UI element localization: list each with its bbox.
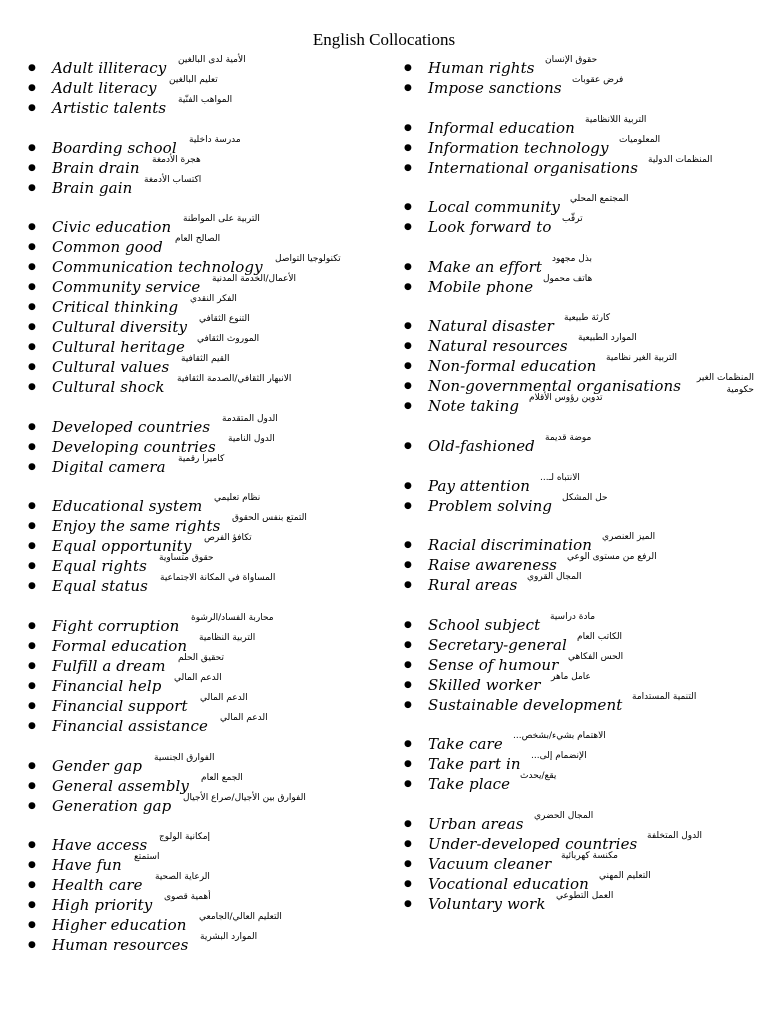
collocation-arabic: الميز العنصري: [602, 532, 656, 543]
collocation-arabic: الدعم المالي: [200, 692, 248, 703]
collocation-group: [404, 472, 754, 516]
bullet-icon: ●: [28, 880, 36, 891]
collocation-arabic: التربية اللانظامية: [585, 114, 647, 125]
collocation-english: Generation gap: [52, 796, 172, 815]
collocation-arabic: التنمية المستدامة: [632, 691, 697, 702]
collocation-english: Rural areas: [428, 576, 518, 595]
collocation-arabic: الانبهار الثقافي/الصدمة الثقافية: [177, 374, 292, 385]
collocation-arabic: عامل ماهر: [551, 671, 591, 682]
bullet-icon: ●: [28, 501, 36, 512]
collocation-arabic: التربية الغير نظامية: [606, 353, 677, 364]
collocation-arabic: أهمية قصوى: [164, 892, 211, 903]
collocation-item: [28, 493, 408, 516]
bullet-icon: ●: [404, 261, 412, 272]
bullet-icon: ●: [404, 83, 412, 93]
collocation-group: [28, 832, 408, 955]
bullet-icon: ●: [28, 302, 36, 313]
bullet-icon: ●: [28, 162, 36, 173]
collocation-english: Artistic talents: [52, 99, 167, 117]
collocation-group: [28, 55, 408, 118]
collocation-item: [404, 432, 754, 456]
collocation-arabic: الدعم المالي: [174, 672, 222, 683]
collocation-arabic: هاتف محمول: [543, 273, 593, 284]
bullet-icon: ●: [404, 878, 412, 889]
collocation-arabic: الدول المتقدمة: [222, 413, 278, 424]
collocation-english: Old-fashioned: [428, 436, 535, 455]
collocation-arabic: كاميرا رقمية: [178, 453, 225, 464]
collocation-english: Developed countries: [52, 417, 211, 436]
collocation-arabic: تكافؤ الفرص: [204, 533, 252, 544]
collocation-arabic: الدول المتخلفة: [647, 830, 703, 841]
collocation-arabic: التنوع الثقافي: [199, 314, 250, 325]
collocation-item: [28, 453, 408, 477]
bullet-icon: ●: [404, 858, 412, 869]
collocation-english: Digital camera: [52, 457, 166, 476]
collocation-arabic: تكنولوجيا التواصل: [275, 254, 341, 265]
collocation-english: Racial discrimination: [428, 536, 592, 555]
collocation-item: [28, 573, 408, 596]
collocation-item: [404, 572, 754, 595]
bullet-icon: ●: [404, 818, 412, 829]
collocation-arabic: موضة قديمة: [545, 432, 592, 443]
collocation-group: [28, 413, 408, 477]
collocation-english: Human rights: [428, 59, 535, 77]
collocation-arabic: الصالح العام: [175, 234, 221, 245]
bullet-icon: ●: [28, 342, 36, 353]
bullet-icon: ●: [28, 282, 36, 293]
collocation-english: Formal education: [52, 636, 188, 655]
collocation-english: Secretary-general: [428, 635, 567, 654]
collocation-arabic: استمتع: [134, 852, 160, 863]
bullet-icon: ●: [404, 321, 412, 332]
collocation-arabic: مكنسة كهربائية: [561, 850, 618, 861]
collocation-group: [404, 313, 754, 416]
collocation-english: Critical thinking: [52, 298, 179, 317]
collocation-arabic: الدعم المالي: [220, 712, 268, 723]
collocation-item: [404, 333, 754, 356]
collocation-item: [28, 872, 408, 895]
bullet-icon: ●: [28, 103, 36, 113]
collocation-group: [404, 432, 754, 456]
collocation-arabic: الفوارق بين الأجيال/صراع الأجيال: [183, 792, 306, 803]
collocation-arabic: نظام تعليمي: [214, 493, 261, 504]
collocation-arabic: فرض عقوبات: [572, 75, 624, 85]
left-column: [28, 55, 408, 975]
collocation-arabic: الانتباه لـ...: [540, 472, 580, 483]
collocation-english: Adult literacy: [52, 79, 157, 97]
collocation-group: [28, 612, 408, 736]
collocation-english: Financial help: [52, 676, 162, 695]
collocation-item: [404, 75, 754, 98]
collocation-item: [28, 154, 408, 178]
collocation-english: Make an effort: [428, 257, 543, 276]
collocation-arabic: الرفع من مستوى الوعي: [567, 552, 657, 563]
collocation-arabic: اكتساب الأدمغة: [144, 174, 202, 185]
collocation-item: [404, 114, 754, 138]
bullet-icon: ●: [404, 162, 412, 173]
collocation-arabic: محاربة الفساد/الرشوة: [191, 612, 274, 623]
collocation-arabic: بذل مجهود: [552, 253, 593, 264]
bullet-icon: ●: [28, 660, 36, 671]
collocation-english: Human resources: [52, 936, 189, 955]
collocation-arabic: المجال الحضري: [534, 810, 594, 821]
collocation-english: International organisations: [428, 158, 639, 177]
collocation-item: [28, 692, 408, 716]
collocation-english: Enjoy the same rights: [52, 517, 221, 536]
bullet-icon: ●: [28, 182, 36, 193]
bullet-icon: ●: [28, 920, 36, 931]
collocation-english: Developing countries: [52, 437, 216, 456]
collocation-english: General assembly: [52, 776, 189, 795]
collocation-english: Pay attention: [428, 476, 530, 495]
collocation-arabic: الأمية لدى البالغين: [178, 55, 246, 65]
collocation-item: [28, 55, 408, 78]
collocation-arabic: حل المشكل: [562, 492, 608, 503]
collocation-english: Health care: [52, 876, 143, 895]
bullet-icon: ●: [404, 281, 412, 292]
collocation-arabic: الدول النامية: [228, 433, 275, 444]
bullet-icon: ●: [404, 63, 412, 73]
bullet-icon: ●: [404, 898, 412, 909]
collocation-item: [28, 234, 408, 257]
bullet-icon: ●: [28, 461, 36, 472]
collocation-english: Brain gain: [52, 178, 133, 197]
right-column: [404, 55, 754, 934]
bullet-icon: ●: [28, 83, 36, 93]
collocation-english: Problem solving: [428, 496, 553, 515]
collocation-english: Cultural values: [52, 358, 170, 377]
collocation-english: Communication technology: [52, 258, 263, 277]
bullet-icon: ●: [404, 122, 412, 133]
collocation-english: Information technology: [428, 138, 609, 157]
bullet-icon: ●: [404, 739, 412, 750]
collocation-arabic: تعليم البالغين: [169, 75, 218, 85]
collocation-item: [404, 771, 754, 794]
collocation-item: [404, 273, 754, 297]
bullet-icon: ●: [404, 540, 412, 551]
collocation-english: Equal status: [52, 577, 148, 596]
bullet-icon: ●: [28, 142, 36, 153]
collocation-english: Natural disaster: [428, 317, 554, 336]
collocation-english: Urban areas: [428, 814, 524, 833]
collocation-english: Equal opportunity: [52, 537, 192, 556]
collocation-arabic: المجال القروي: [527, 572, 582, 583]
bullet-icon: ●: [404, 142, 412, 153]
collocation-english: Fulfill a dream: [52, 656, 166, 675]
collocation-item: [28, 792, 408, 816]
page-title: English Collocations: [312, 30, 456, 49]
collocation-arabic: الاهتمام بشيء/بشخص...: [513, 731, 606, 742]
collocation-english: Financial support: [52, 696, 188, 715]
bullet-icon: ●: [28, 441, 36, 452]
bullet-icon: ●: [404, 639, 412, 650]
collocation-arabic: مدرسة داخلية: [189, 134, 241, 145]
bullet-icon: ●: [28, 242, 36, 253]
collocation-english: Raise awareness: [428, 556, 557, 575]
bullet-icon: ●: [28, 521, 36, 532]
collocation-english: Common good: [52, 238, 163, 257]
collocation-arabic: الموروث الثقافي: [197, 334, 260, 345]
collocation-item: [28, 852, 408, 875]
collocation-arabic: الفكر النقدي: [190, 294, 237, 305]
collocation-english: Civic education: [52, 218, 172, 237]
collocation-arabic: الإنضمام إلى...: [531, 751, 587, 762]
collocation-english: Cultural heritage: [52, 338, 185, 357]
bullet-icon: ●: [28, 700, 36, 711]
collocation-arabic: الأعمال/الخدمة المدنية: [212, 274, 297, 285]
collocation-arabic: التربية على المواطنة: [183, 214, 260, 225]
bullet-icon: ●: [404, 759, 412, 770]
collocation-english: Cultural diversity: [52, 318, 188, 337]
bullet-icon: ●: [404, 679, 412, 690]
bullet-icon: ●: [28, 63, 36, 73]
bullet-icon: ●: [404, 381, 412, 392]
bullet-icon: ●: [404, 202, 412, 213]
collocation-english: Local community: [428, 198, 560, 217]
collocation-item: [404, 214, 754, 237]
collocation-arabic: المنظمات الدولية: [648, 154, 713, 165]
collocation-arabic: التعليم المهني: [599, 870, 651, 881]
collocation-english: Impose sanctions: [428, 79, 562, 97]
collocation-item: [404, 890, 754, 914]
bullet-icon: ●: [28, 720, 36, 731]
bullet-icon: ●: [404, 838, 412, 849]
collocation-english: Look forward to: [428, 218, 552, 237]
collocation-english: Take part in: [428, 755, 521, 774]
collocation-arabic: العمل التطوعي: [556, 890, 614, 901]
collocation-english: Non-formal education: [428, 357, 597, 376]
collocation-english: Sense of humour: [428, 655, 559, 674]
collocation-arabic: هجرة الأدمغة: [152, 154, 201, 165]
bullet-icon: ●: [28, 840, 36, 851]
bullet-icon: ●: [404, 361, 412, 372]
bullet-icon: ●: [404, 619, 412, 630]
collocation-group: [404, 55, 754, 98]
bullet-icon: ●: [28, 581, 36, 592]
collocation-english: Educational system: [52, 497, 203, 516]
collocation-group: [28, 214, 408, 397]
collocation-item: [28, 413, 408, 437]
collocation-arabic: تحقيق الحلم: [178, 652, 224, 663]
collocation-arabic: يقع/يحدث: [520, 771, 557, 782]
bullet-icon: ●: [404, 699, 412, 710]
collocation-group: [404, 114, 754, 178]
collocation-group: [28, 134, 408, 198]
collocation-group: [404, 253, 754, 297]
bullet-icon: ●: [404, 222, 412, 233]
collocation-item: [28, 174, 408, 198]
collocation-english: Vacuum cleaner: [428, 854, 552, 873]
collocation-group: [28, 493, 408, 596]
bullet-icon: ●: [404, 480, 412, 491]
collocation-item: [404, 850, 754, 874]
collocation-arabic: التعليم العالي/الجامعي: [199, 912, 282, 923]
bullet-icon: ●: [404, 401, 412, 412]
collocation-english: High priority: [52, 896, 153, 915]
collocation-english: Brain drain: [52, 158, 140, 177]
collocation-english: Financial assistance: [52, 716, 208, 735]
bullet-icon: ●: [404, 440, 412, 451]
collocation-item: [28, 134, 408, 158]
collocation-item: [28, 533, 408, 556]
collocation-arabic: المعلوميات: [619, 134, 661, 145]
bullet-icon: ●: [28, 620, 36, 631]
collocation-arabic: المنظمات الغير حكومية: [696, 373, 754, 396]
collocation-group: [28, 752, 408, 816]
collocation-item: [28, 832, 408, 855]
bullet-icon: ●: [28, 780, 36, 791]
collocation-arabic: مادة دراسية: [550, 611, 596, 622]
collocation-arabic: كارثة طبيعية: [564, 313, 611, 324]
bullet-icon: ●: [28, 680, 36, 691]
collocation-arabic: ترقّب: [562, 214, 583, 225]
collocation-item: [404, 751, 754, 774]
collocation-arabic: المساواة في المكانة الاجتماعية: [160, 573, 276, 584]
collocation-arabic: حقوق متساوية: [159, 553, 214, 564]
collocation-arabic: الموارد الطبيعية: [578, 333, 637, 344]
collocation-english: Fight corruption: [52, 616, 180, 635]
bullet-icon: ●: [28, 640, 36, 651]
collocation-item: [28, 712, 408, 736]
collocation-arabic: الجمع العام: [201, 772, 243, 783]
collocation-group: [404, 810, 754, 914]
collocation-group: [404, 194, 754, 237]
collocation-english: Community service: [52, 278, 201, 297]
collocation-item: [28, 374, 408, 397]
collocation-english: Boarding school: [52, 138, 177, 157]
collocation-english: Mobile phone: [428, 277, 534, 296]
collocation-arabic: المواهب الفنّية: [178, 95, 233, 105]
collocation-arabic: المجتمع المحلي: [570, 194, 629, 205]
bullet-icon: ●: [28, 262, 36, 273]
collocation-arabic: تدوين رؤوس الأقلام: [529, 393, 603, 404]
collocation-english: Sustainable development: [428, 695, 623, 714]
bullet-icon: ●: [404, 560, 412, 571]
collocation-arabic: التمتع بنفس الحقوق: [232, 513, 307, 524]
bullet-icon: ●: [404, 341, 412, 352]
bullet-icon: ●: [28, 222, 36, 233]
bullet-icon: ●: [28, 561, 36, 572]
collocation-group: [404, 611, 754, 715]
collocation-item: [404, 492, 754, 516]
collocation-item: [404, 691, 754, 715]
bullet-icon: ●: [404, 659, 412, 670]
bullet-icon: ●: [28, 382, 36, 393]
collocation-item: [28, 932, 408, 955]
collocation-english: Non-governmental organisations: [428, 377, 682, 396]
collocation-arabic: الفوارق الجنسية: [154, 752, 215, 763]
collocation-english: Natural resources: [428, 337, 568, 356]
bullet-icon: ●: [404, 500, 412, 511]
bullet-icon: ●: [28, 541, 36, 552]
collocation-english: Take care: [428, 735, 503, 754]
collocation-english: Have access: [52, 836, 148, 855]
bullet-icon: ●: [28, 362, 36, 373]
collocation-group: [404, 731, 754, 794]
collocation-arabic: الرعاية الصحية: [155, 872, 210, 883]
bullet-icon: ●: [28, 421, 36, 432]
collocation-item: [28, 95, 408, 118]
collocation-english: Equal rights: [52, 557, 147, 576]
collocation-arabic: حقوق الإنسان: [545, 55, 598, 65]
collocation-english: Have fun: [52, 856, 122, 875]
collocation-item: [404, 154, 754, 178]
collocation-english: School subject: [428, 615, 541, 634]
collocation-english: Cultural shock: [52, 378, 165, 397]
collocation-item: [404, 393, 754, 416]
collocation-group: [404, 532, 754, 595]
collocation-arabic: الموارد البشرية: [200, 932, 258, 943]
collocation-english: Gender gap: [52, 756, 143, 775]
collocation-english: Vocational education: [428, 874, 589, 893]
bullet-icon: ●: [404, 580, 412, 591]
collocation-english: Voluntary work: [428, 894, 546, 913]
bullet-icon: ●: [404, 779, 412, 790]
collocation-arabic: إمكانية الولوج: [159, 832, 211, 843]
bullet-icon: ●: [28, 760, 36, 771]
collocation-english: Note taking: [428, 397, 520, 416]
collocation-arabic: الحس الفكاهي: [568, 651, 624, 662]
collocation-arabic: الكاتب العام: [577, 631, 623, 642]
collocation-english: Informal education: [428, 118, 575, 137]
bullet-icon: ●: [28, 322, 36, 333]
collocation-english: Adult illiteracy: [52, 59, 167, 77]
collocation-item: [404, 671, 754, 695]
bullet-icon: ●: [28, 900, 36, 911]
bullet-icon: ●: [28, 860, 36, 871]
bullet-icon: ●: [28, 800, 36, 811]
collocation-english: Skilled worker: [428, 675, 541, 694]
collocation-arabic: القيم الثقافية: [181, 354, 230, 365]
collocation-arabic: التربية النظامية: [199, 632, 256, 643]
collocation-english: Take place: [428, 775, 511, 794]
bullet-icon: ●: [28, 940, 36, 951]
collocation-english: Under-developed countries: [428, 834, 638, 853]
collocation-english: Higher education: [52, 916, 187, 935]
